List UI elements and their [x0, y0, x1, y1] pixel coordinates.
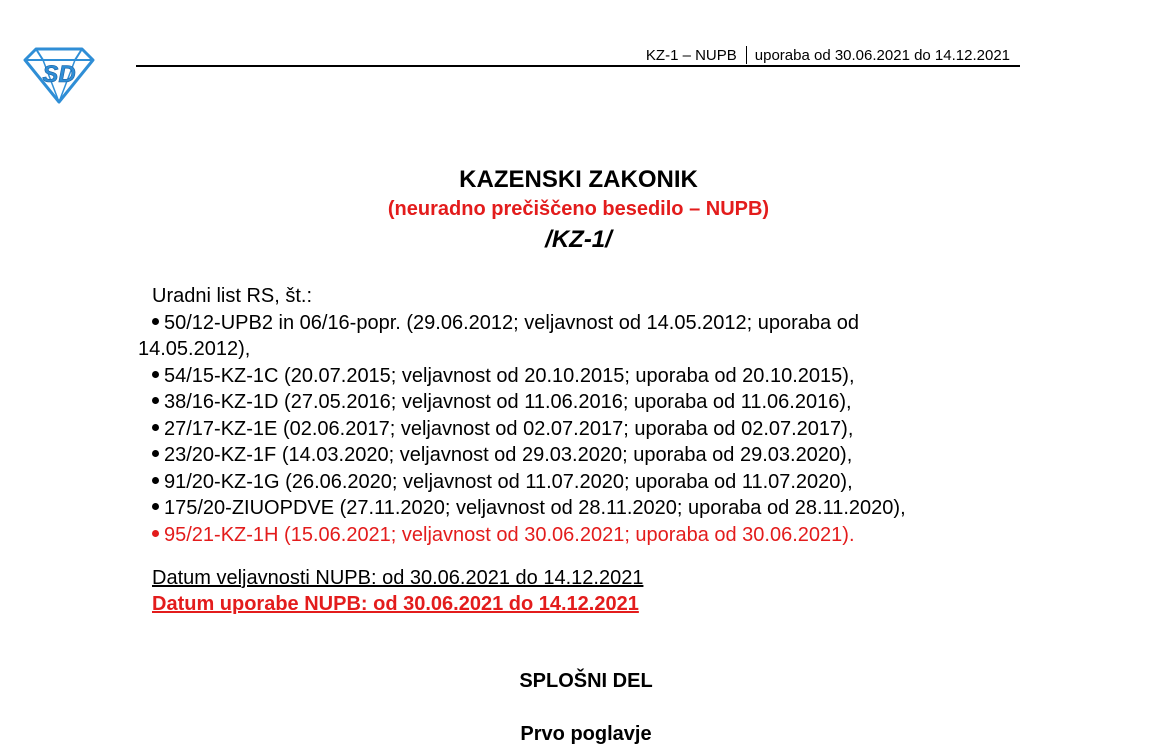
gazette-entry-text: 50/12-UPB2 in 06/16-popr. (29.06.2012; veljavnost od 14.05.2012; uporaba od [164, 311, 859, 334]
bullet-icon [152, 503, 159, 510]
gazette-entry-text: 27/17-KZ-1E (02.06.2017; veljavnost od 02.07.2017; uporaba od 02.07.2017), [164, 417, 854, 440]
svg-text:SD: SD [42, 61, 76, 88]
header-usage-period: uporaba od 30.06.2021 do 14.12.2021 [754, 47, 1010, 64]
gazette-entry [138, 310, 1018, 337]
gazette-entry [138, 389, 1018, 416]
header-doc-code: KZ-1 – NUPB [645, 47, 737, 64]
bullet-icon [152, 318, 159, 325]
page-header [136, 42, 1020, 67]
gazette-entry-text: 54/15-KZ-1C (20.07.2015; veljavnost od 20.10.2015; uporaba od 20.10.2015), [164, 364, 855, 387]
nupb-dates [152, 565, 643, 617]
gazette-entry [138, 442, 1018, 469]
gazette-entry-text: 23/20-KZ-1F (14.03.2020; veljavnost od 29.03.2020; uporaba od 29.03.2020), [164, 444, 853, 466]
bullet-icon [152, 450, 159, 457]
gazette-entry-text: 175/20-ZIUOPDVE (27.11.2020; veljavnost od 28.11.2020; uporaba od 28.11.2020), [164, 497, 906, 519]
usage-date: Datum uporabe NUPB: od 30.06.2021 do 14.12.2021 [152, 593, 639, 615]
section-chapter: Prvo poglavje [520, 723, 652, 745]
gazette-entry-text: 95/21-KZ-1H (15.06.2021; veljavnost od 30.06.2021; uporaba od 30.06.2021). [164, 523, 855, 546]
gazette-entry-text: 91/20-KZ-1G (26.06.2020; veljavnost od 11.07.2020; uporaba od 11.07.2020), [164, 470, 853, 493]
bullet-icon [152, 371, 159, 378]
bullet-icon [152, 424, 159, 431]
document-title: KAZENSKI ZAKONIK [459, 166, 698, 193]
gazette-entry-latest [138, 522, 1018, 549]
header-separator [746, 46, 747, 64]
gazette-entry [138, 416, 1018, 443]
gazette-label: Uradni list RS, št.: [152, 285, 313, 307]
document-subtitle: (neuradno prečiščeno besedilo – NUPB) [387, 198, 770, 220]
sd-shield-logo-icon [22, 46, 96, 104]
section-general-part: SPLOŠNI DEL [519, 670, 653, 692]
bullet-icon [152, 530, 159, 537]
gazette-entry-continuation: 14.05.2012), [138, 338, 251, 360]
header-text [646, 46, 1010, 64]
gazette-entry [138, 495, 1018, 522]
validity-date: Datum veljavnosti NUPB: od 30.06.2021 do 14.12.2021 [152, 567, 644, 589]
gazette-entry-text: 38/16-KZ-1D (27.05.2016; veljavnost od 11.06.2016; uporaba od 11.06.2016), [164, 391, 852, 413]
document-abbreviation: /KZ-1/ [545, 226, 612, 253]
gazette-entry [138, 363, 1018, 390]
gazette-list [138, 283, 1018, 548]
gazette-entry [138, 469, 1018, 496]
bullet-icon [152, 477, 159, 484]
bullet-icon [152, 397, 159, 404]
